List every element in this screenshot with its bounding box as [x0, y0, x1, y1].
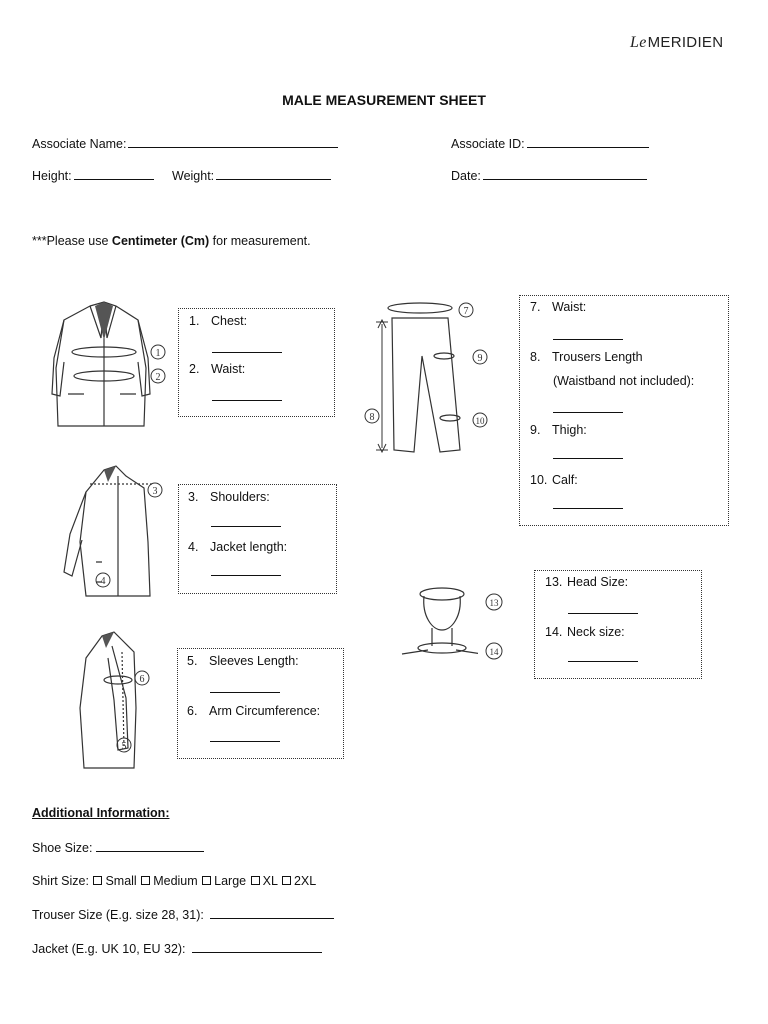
weight-label: Weight: [172, 169, 215, 183]
checkbox-xl[interactable] [251, 876, 260, 885]
markers-7-10 [360, 300, 494, 434]
measure-arm-circumference [187, 704, 320, 718]
measure-num: 1. [189, 314, 200, 328]
weight-line[interactable] [216, 168, 331, 180]
marker-9: 9 [477, 353, 483, 364]
thigh-blank[interactable] [553, 458, 623, 459]
shoe-size-field[interactable] [32, 840, 204, 855]
measure-num: 6. [187, 704, 198, 718]
measure-jacket-waist [189, 362, 245, 376]
markers-13-14 [480, 590, 510, 662]
measure-label: Neck size: [567, 625, 625, 639]
associate-name-line[interactable] [128, 136, 338, 148]
shirt-option-medium: Medium [153, 874, 198, 888]
measure-num: 2. [189, 362, 200, 376]
arm-circumference-blank[interactable] [210, 741, 280, 742]
shoe-size-label: Shoe Size: [32, 841, 93, 855]
measure-label: Arm Circumference: [209, 704, 321, 718]
measure-num: 5. [187, 654, 198, 668]
box-trousers [519, 295, 729, 526]
measure-trousers-waist [530, 300, 586, 314]
measure-num: 7. [530, 300, 541, 314]
trouser-size-label: Trouser Size (E.g. size 28, 31): [32, 908, 204, 922]
measure-neck-size [545, 625, 625, 639]
measure-label: Waist: [211, 362, 246, 376]
associate-name-field[interactable] [32, 136, 338, 151]
measure-num: 9. [530, 423, 541, 437]
height-field[interactable] [32, 168, 154, 183]
shirt-size-label: Shirt Size: [32, 874, 89, 888]
checkbox-2xl[interactable] [282, 876, 291, 885]
measure-label: Head Size: [567, 575, 629, 589]
marker-5: 5 [121, 741, 127, 752]
shirt-option-small: Small [105, 874, 137, 888]
jacket-size-line[interactable] [192, 941, 322, 953]
marker-2: 2 [155, 372, 161, 383]
measure-num: 10. [530, 473, 548, 487]
measure-calf [530, 473, 578, 487]
associate-id-field[interactable] [451, 136, 649, 151]
height-label: Height: [32, 169, 72, 183]
associate-id-label: Associate ID: [451, 137, 525, 151]
marker-10: 10 [475, 416, 485, 426]
measure-label: Calf: [552, 473, 578, 487]
measure-shoulders [188, 490, 270, 504]
weight-field[interactable] [172, 168, 331, 183]
measure-head-size [545, 575, 628, 589]
shirt-option-2xl: 2XL [293, 874, 317, 888]
shirt-size-field [32, 874, 316, 888]
markers-5-6 [112, 666, 156, 766]
marker-4: 4 [100, 576, 106, 587]
brand-name: MERIDIEN [647, 34, 724, 51]
calf-blank[interactable] [553, 508, 623, 509]
note-unit: Centimeter (Cm) [111, 234, 210, 248]
chest-blank[interactable] [212, 352, 282, 353]
brand-logo [630, 34, 723, 52]
associate-id-line[interactable] [527, 136, 649, 148]
measure-num: 4. [188, 540, 199, 554]
measure-label: Trousers Length [552, 350, 643, 364]
date-field[interactable] [451, 168, 647, 183]
shirt-option-xl: XL [262, 874, 278, 888]
measure-sleeves-length [187, 654, 299, 668]
jacket-size-label: Jacket (E.g. UK 10, EU 32): [32, 942, 186, 956]
shoe-size-line[interactable] [96, 840, 204, 852]
checkbox-medium[interactable] [141, 876, 150, 885]
marker-13: 13 [489, 598, 499, 608]
measure-thigh [530, 423, 587, 437]
markers-1-2 [148, 342, 172, 386]
measure-jacket-length [188, 540, 287, 554]
note-prefix: ***Please use [32, 234, 112, 248]
checkbox-large[interactable] [202, 876, 211, 885]
trousers-length-blank[interactable] [553, 412, 623, 413]
shoulders-blank[interactable] [211, 526, 281, 527]
measure-label: Chest: [211, 314, 248, 328]
marker-1: 1 [155, 348, 161, 359]
height-line[interactable] [74, 168, 154, 180]
measure-num: 8. [530, 350, 541, 364]
measure-num: 13. [545, 575, 563, 589]
measure-num: 3. [188, 490, 199, 504]
measure-label: Jacket length: [210, 540, 288, 554]
date-line[interactable] [483, 168, 647, 180]
head-size-blank[interactable] [568, 613, 638, 614]
measure-label: Shoulders: [210, 490, 270, 504]
neck-size-blank[interactable] [568, 661, 638, 662]
markers-3-4 [90, 476, 180, 596]
additional-info-heading: Additional Information: [32, 806, 170, 820]
measure-label: Thigh: [552, 423, 587, 437]
marker-14: 14 [489, 647, 499, 657]
associate-name-label: Associate Name: [32, 137, 127, 151]
jacket-size-field[interactable] [32, 941, 322, 956]
marker-7: 7 [463, 306, 469, 317]
measure-trousers-length-note: (Waistband not included): [553, 374, 695, 388]
head-neck-illustration [398, 580, 478, 664]
date-label: Date: [451, 169, 481, 183]
page-title: MALE MEASUREMENT SHEET [282, 92, 486, 108]
marker-8: 8 [369, 412, 375, 423]
measure-chest [189, 314, 247, 328]
measurement-note [32, 234, 311, 248]
trousers-waist-blank[interactable] [553, 339, 623, 340]
measure-label: Sleeves Length: [209, 654, 299, 668]
trouser-size-line[interactable] [210, 907, 334, 919]
note-suffix: for measurement. [209, 234, 311, 248]
marker-6: 6 [139, 674, 145, 685]
measure-label: Waist: [552, 300, 587, 314]
sleeves-length-blank[interactable] [210, 692, 280, 693]
checkbox-small[interactable] [93, 876, 102, 885]
jacket-length-blank[interactable] [211, 575, 281, 576]
jacket-waist-blank[interactable] [212, 400, 282, 401]
measure-num: 14. [545, 625, 563, 639]
measure-trousers-length [530, 350, 643, 364]
brand-prefix: Le [630, 34, 647, 51]
marker-3: 3 [152, 486, 158, 497]
trouser-size-field[interactable] [32, 907, 334, 922]
shirt-option-large: Large [214, 874, 247, 888]
